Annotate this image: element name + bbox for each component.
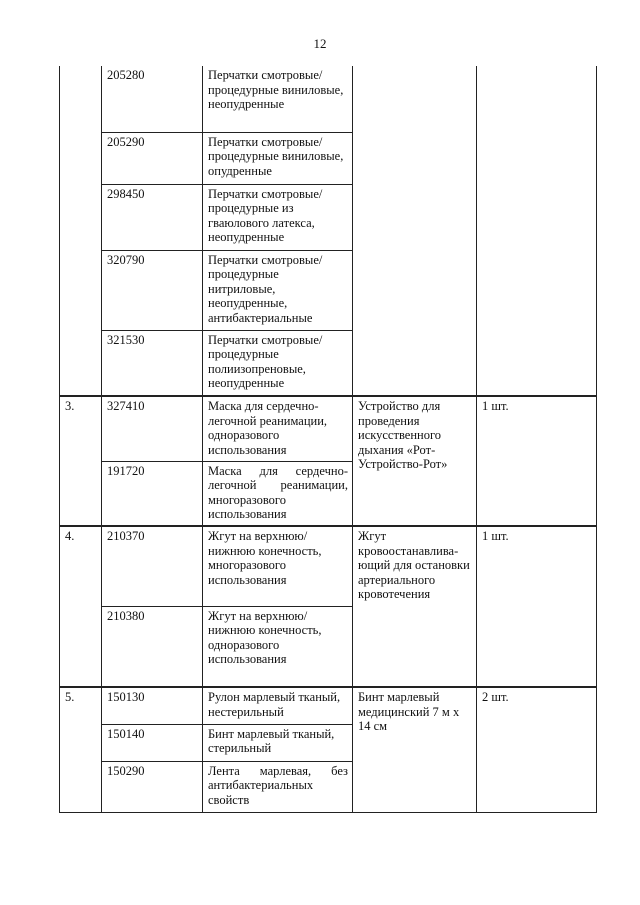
code-cell: 327410 — [102, 396, 203, 461]
name-cell: Жгут на верхнюю/нижнюю конечность, многоразового использования — [203, 526, 353, 606]
qty-cell: 2 шт. — [477, 687, 597, 812]
qty-cell: 1 шт. — [477, 526, 597, 687]
item-cell: Бинт марлевый медицинский 7 м х 14 см — [353, 687, 477, 812]
code-cell: 298450 — [102, 184, 203, 250]
row-number: 5. — [60, 687, 102, 812]
row-number: 4. — [60, 526, 102, 687]
name-cell: Перчатки смотровые/процедурные из гваюлового латекса, неопудренные — [203, 184, 353, 250]
code-cell: 191720 — [102, 461, 203, 526]
row-number: 3. — [60, 396, 102, 526]
code-cell: 205280 — [102, 66, 203, 132]
name-cell: Рулон марлевый тканый, нестерильный — [203, 687, 353, 724]
qty-cell: 1 шт. — [477, 396, 597, 526]
name-cell: Перчатки смотровые/процедурные нитриловые, неопудренные, антибактериальные — [203, 250, 353, 330]
table-row — [60, 396, 597, 461]
page-number: 12 — [313, 36, 327, 51]
name-cell: Перчатки смотровые/процедурные полиизопреновые, неопудренные — [203, 330, 353, 396]
code-cell: 150290 — [102, 761, 203, 812]
item-cell: Устройство для проведения искусственного дыхания «Рот-Устройство-Рот» — [353, 396, 477, 526]
code-cell: 210380 — [102, 606, 203, 687]
name-cell: Перчатки смотровые/процедурные виниловые, опудренные — [203, 132, 353, 184]
name-cell: Маска для сердечно-легочной реанимации, одноразового использования — [203, 396, 353, 461]
code-cell: 321530 — [102, 330, 203, 396]
equipment-table — [59, 66, 597, 813]
name-cell: Перчатки смотровые/процедурные виниловые, неопудренные — [203, 66, 353, 132]
code-cell: 205290 — [102, 132, 203, 184]
code-cell: 210370 — [102, 526, 203, 606]
cell-num-empty — [60, 66, 102, 396]
name-cell: Жгут на верхнюю/нижнюю конечность, одноразового использования — [203, 606, 353, 687]
table-row — [60, 66, 597, 132]
code-cell: 150140 — [102, 724, 203, 761]
cell-item-empty — [353, 66, 477, 396]
table-row — [60, 687, 597, 724]
name-cell: Бинт марлевый тканый, стерильный — [203, 724, 353, 761]
cell-qty-empty — [477, 66, 597, 396]
item-cell: Жгут кровоостанавлива-ющий для остановки артериального кровотечения — [353, 526, 477, 687]
name-cell: Лента марлевая, без антибактериальных свойств — [203, 761, 353, 812]
name-cell: Маска для сердечно-легочной реанимации, многоразового использования — [203, 461, 353, 526]
table-row — [60, 526, 597, 606]
code-cell: 320790 — [102, 250, 203, 330]
code-cell: 150130 — [102, 687, 203, 724]
